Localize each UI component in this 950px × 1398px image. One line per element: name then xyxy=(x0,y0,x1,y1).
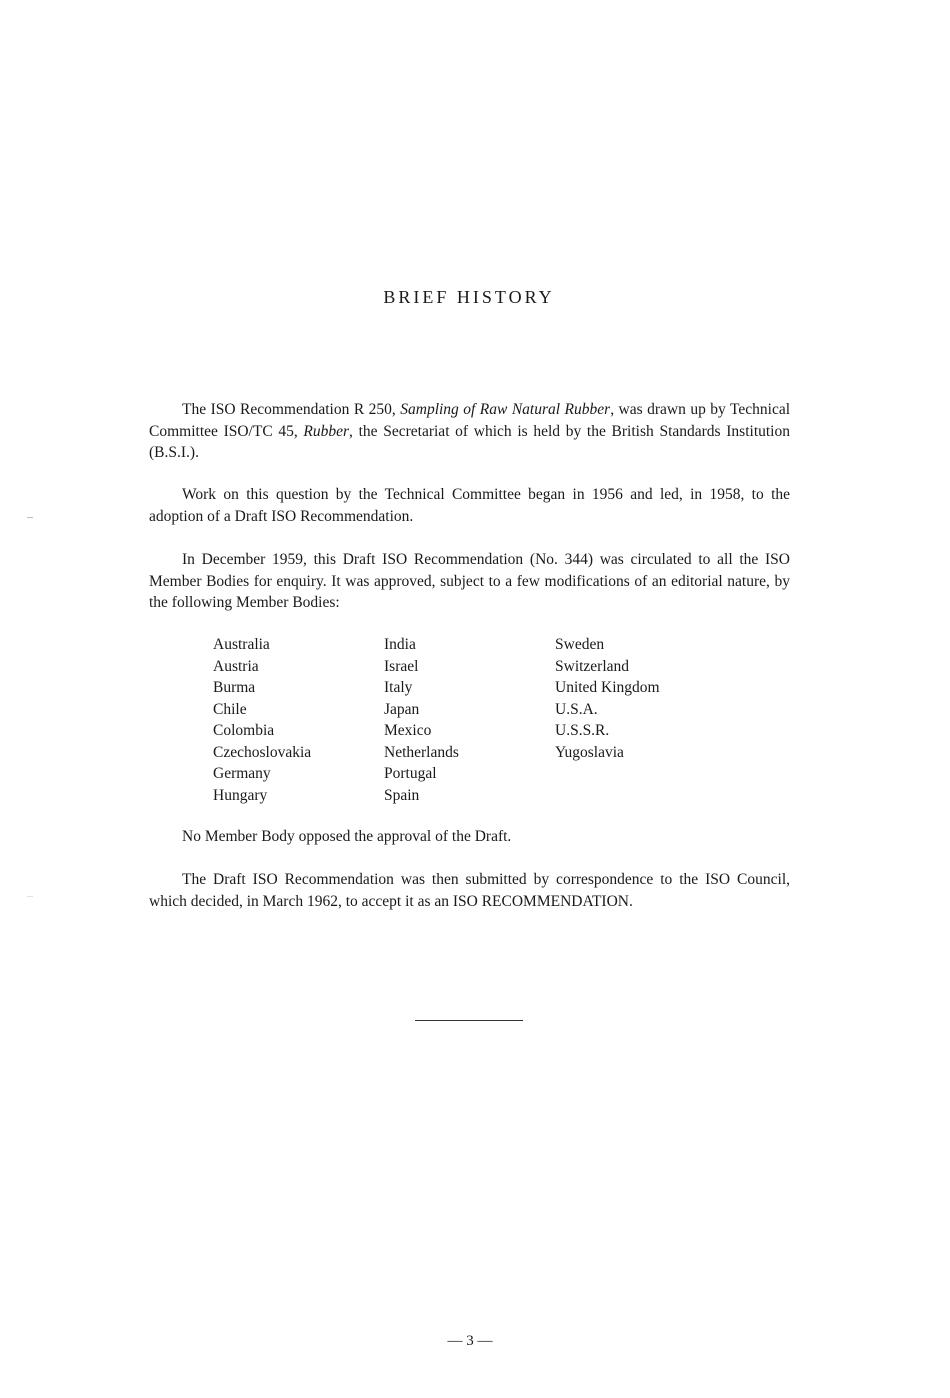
scan-margin-mark xyxy=(27,517,33,518)
member-body: Israel xyxy=(384,657,419,675)
member-body: Portugal xyxy=(384,765,437,782)
member-body: Germany xyxy=(213,765,271,782)
paragraph-4: No Member Body opposed the approval of the Draft. xyxy=(182,828,512,845)
member-body: Sweden xyxy=(555,636,605,653)
member-body: Spain xyxy=(384,786,420,804)
member-body: Mexico xyxy=(384,722,432,739)
member-bodies-column-3 xyxy=(555,634,755,806)
page-title: BRIEF HISTORY xyxy=(383,287,555,307)
paragraph-1-text-c: , the Secretariat of which is held by the British Standards Institution (B.S.I.). xyxy=(149,422,790,461)
member-body: United Kingdom xyxy=(555,679,660,696)
member-body: Burma xyxy=(213,679,256,696)
member-body: U.S.A. xyxy=(555,700,598,718)
member-body: U.S.S.R. xyxy=(555,722,610,739)
page-number: — 3 — xyxy=(447,1333,493,1349)
member-body: Colombia xyxy=(213,722,275,739)
paragraph-3: In December 1959, this Draft ISO Recommendation (No. 344) was circulated to all the ISO Member Bodies for enquiry. It was approved, subject to a few modifications of an editorial nature, by the following Member Bodies: xyxy=(149,551,790,611)
scan-margin-mark xyxy=(27,896,33,897)
paragraph-1-text-a: The ISO Recommendation R 250, xyxy=(182,401,401,418)
member-bodies-column-2 xyxy=(384,634,555,806)
paragraph-5: The Draft ISO Recommendation was then submitted by correspondence to the ISO Council, which decided, in March 1962, to accept it as an ISO RECOMMENDATION. xyxy=(149,871,790,910)
member-body: Italy xyxy=(384,679,413,696)
committee-subject: Rubber xyxy=(303,422,350,440)
member-body: Czechoslovakia xyxy=(213,743,312,761)
member-body: Australia xyxy=(213,636,270,653)
member-body: Japan xyxy=(384,700,420,718)
member-body: Chile xyxy=(213,700,247,718)
section-divider xyxy=(415,1020,523,1021)
member-body: India xyxy=(384,636,416,653)
member-body: Netherlands xyxy=(384,743,459,761)
member-body: Austria xyxy=(213,657,259,675)
member-bodies-list xyxy=(213,634,773,806)
member-bodies-column-1 xyxy=(213,634,384,806)
recommendation-title: Sampling of Raw Natural Rubber xyxy=(400,401,611,418)
member-body: Hungary xyxy=(213,786,268,804)
member-body: Yugoslavia xyxy=(555,743,624,761)
paragraph-2: Work on this question by the Technical Committee began in 1956 and led, in 1958, to the adoption of a Draft ISO Recommendation. xyxy=(149,486,790,525)
paragraph-1 xyxy=(149,399,790,464)
member-body: Switzerland xyxy=(555,657,630,675)
paragraph-1-text-b: , was drawn up by Technical Committee ISO/TC 45, xyxy=(149,401,791,440)
